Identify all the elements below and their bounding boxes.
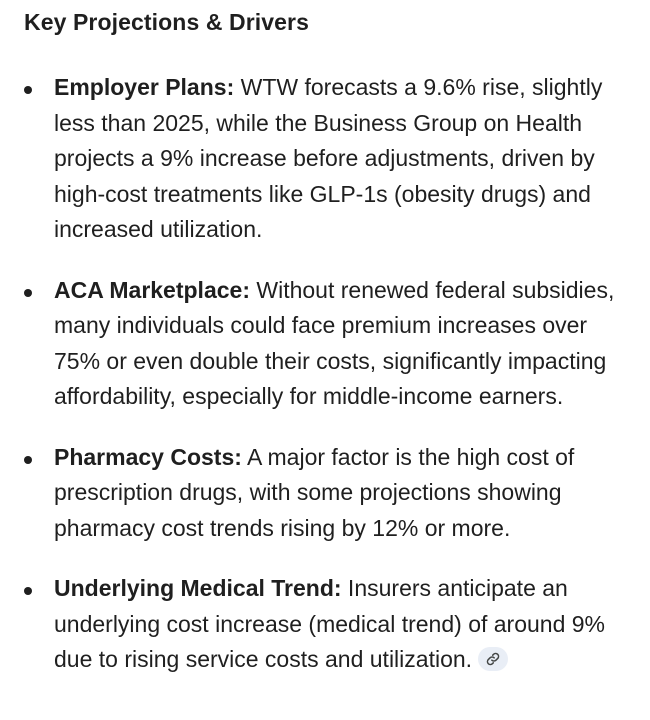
list-item-aca-marketplace — [24, 273, 624, 415]
section-title: Key Projections & Drivers — [24, 9, 310, 35]
projections-list — [24, 70, 626, 678]
list-item-pharmacy-costs — [24, 440, 624, 547]
item-label: Underlying Medical Trend: — [54, 575, 342, 601]
item-text: Insurers anticipate an underlying cost increase (medical trend) of around 9% due to rising service costs and utilization. — [54, 575, 606, 672]
list-item-underlying-medical-trend — [24, 571, 624, 678]
list-item-employer-plans — [24, 70, 624, 248]
source-link-button[interactable] — [478, 647, 508, 671]
item-text: A major factor is the high cost of prescription drugs, with some projections showing pharmacy cost trends rising by 12% or more. — [54, 443, 575, 541]
bullet-icon — [24, 289, 32, 297]
bullet-icon — [24, 86, 32, 94]
item-text: WTW forecasts a 9.6% rise, slightly less than 2025, while the Business Group on Health projects a 9% increase before adjustments, driven by high-cost treatments like GLP-1s (obesity drugs) and increased utilization. — [54, 74, 603, 242]
bullet-icon — [24, 587, 32, 595]
bullet-icon — [24, 456, 32, 464]
item-label: ACA Marketplace: — [54, 276, 250, 303]
item-label: Pharmacy Costs: — [54, 443, 242, 470]
link-icon — [486, 652, 500, 666]
item-text: Without renewed federal subsidies, many individuals could face premium increases over 75% or even double their costs, significantly impacting affordability, especially for middle-income earners. — [54, 276, 615, 409]
item-label: Employer Plans: — [54, 74, 235, 100]
